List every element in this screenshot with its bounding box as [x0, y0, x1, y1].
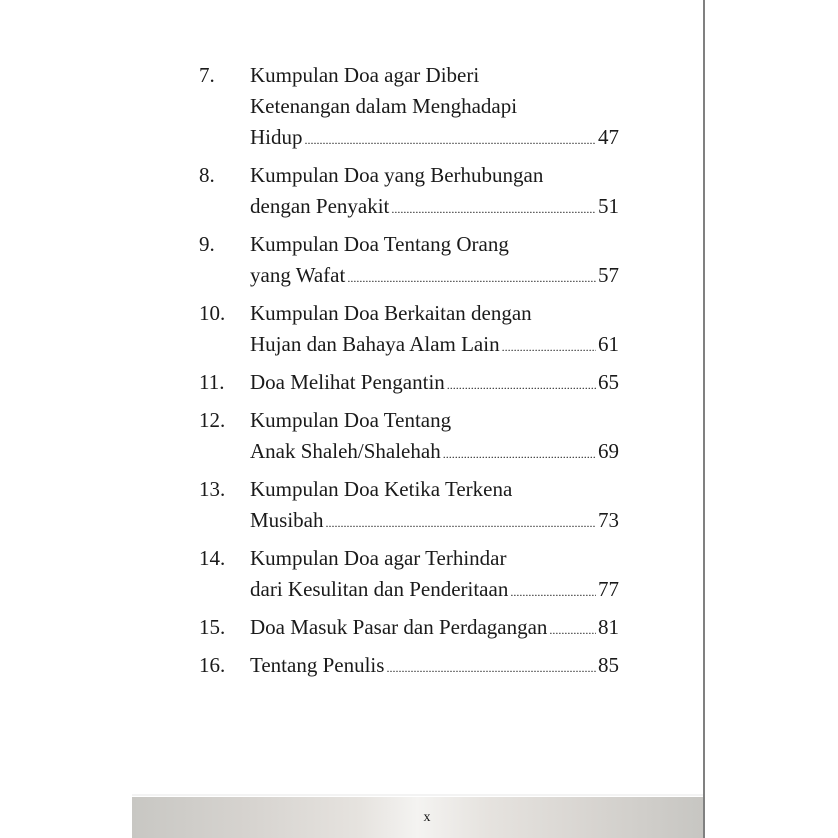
toc-entry[interactable]	[199, 367, 619, 398]
dot-leader	[347, 263, 596, 294]
toc-entry-title	[250, 298, 619, 360]
toc-entry-number: 11.	[199, 370, 225, 394]
toc-entry-title-line: Kumpulan Doa Ketika Terkena	[250, 477, 513, 501]
toc-entry-title-line: Kumpulan Doa Berkaitan dengan	[250, 301, 532, 325]
toc-entry-title	[250, 543, 619, 605]
toc-entry-page: 57	[598, 263, 619, 287]
toc-entry-title-line	[250, 367, 619, 398]
toc-entry-number: 13.	[199, 477, 226, 501]
dot-leader	[326, 508, 597, 539]
toc-entry-title	[250, 405, 619, 467]
toc-entry-page: 61	[598, 332, 619, 356]
toc-entry[interactable]	[199, 229, 619, 291]
toc-entry-title-text: Anak Shaleh/Shalehah	[250, 439, 441, 463]
toc-entry-title	[250, 612, 619, 643]
toc-entry-title-text: Hidup	[250, 125, 303, 149]
toc-entry[interactable]	[199, 405, 619, 467]
toc-entry[interactable]	[199, 298, 619, 360]
toc-entry-title	[250, 229, 619, 291]
page-number: x	[423, 810, 431, 825]
toc-entry-title-line	[250, 505, 619, 536]
toc-entry-title-text: dengan Penyakit	[250, 194, 390, 218]
toc-entry-page: 65	[598, 370, 619, 394]
toc-entry-page: 69	[598, 439, 619, 463]
footer-divider	[132, 794, 703, 796]
toc-entry-number: 15.	[199, 615, 226, 639]
dot-leader	[391, 194, 596, 225]
toc-entry[interactable]	[199, 60, 619, 153]
toc-entry-title-line: Kumpulan Doa yang Berhubungan	[250, 163, 544, 187]
toc-entry-title-line	[250, 329, 619, 360]
toc-entry-page: 73	[598, 508, 619, 532]
toc-entry-title-line	[250, 260, 619, 291]
toc-entry-title-line	[250, 612, 619, 643]
toc-entry-title	[250, 160, 619, 222]
dot-leader	[305, 125, 597, 156]
dot-leader	[549, 615, 596, 646]
dot-leader	[443, 439, 596, 470]
toc-entry[interactable]	[199, 474, 619, 536]
toc-entry-title-line: Kumpulan Doa agar Diberi	[250, 63, 480, 87]
page-edge-line	[703, 0, 705, 838]
toc-entry-title-line	[250, 650, 619, 681]
toc-entry-title	[250, 367, 619, 398]
toc-entry-number: 10.	[199, 301, 226, 325]
toc-entry-title-text: dari Kesulitan dan Penderitaan	[250, 577, 509, 601]
dot-leader	[510, 577, 596, 608]
toc-entry-page: 85	[598, 653, 619, 677]
toc-entry-number: 9.	[199, 232, 215, 256]
toc-entry-title-line: Kumpulan Doa Tentang Orang	[250, 232, 509, 256]
toc-entry-title-text: Tentang Penulis	[250, 653, 385, 677]
toc-entry-title-text: Doa Melihat Pengantin	[250, 370, 445, 394]
toc-entry-title-line	[250, 436, 619, 467]
toc-entry-page: 51	[598, 194, 619, 218]
toc-entry-number: 7.	[199, 63, 215, 87]
toc-entry-title-line: Kumpulan Doa agar Terhindar	[250, 546, 507, 570]
table-of-contents	[199, 60, 619, 688]
toc-entry-title-text: Doa Masuk Pasar dan Perdagangan	[250, 615, 548, 639]
toc-entry-number: 8.	[199, 163, 215, 187]
toc-entry-number: 14.	[199, 546, 226, 570]
toc-entry-number: 16.	[199, 653, 226, 677]
toc-entry-number: 12.	[199, 408, 226, 432]
toc-entry-title	[250, 60, 619, 153]
toc-entry-title-text: Hujan dan Bahaya Alam Lain	[250, 332, 500, 356]
toc-entry-title-text: Musibah	[250, 508, 324, 532]
dot-leader	[386, 653, 596, 684]
toc-entry[interactable]	[199, 543, 619, 605]
dot-leader	[447, 370, 596, 401]
dot-leader	[502, 332, 596, 363]
toc-entry-page: 47	[598, 125, 619, 149]
toc-entry-title-line	[250, 191, 619, 222]
toc-entry-title-line: Ketenangan dalam Menghadapi	[250, 94, 518, 118]
toc-entry-title-text: yang Wafat	[250, 263, 346, 287]
toc-entry[interactable]	[199, 650, 619, 681]
toc-entry-page: 77	[598, 577, 619, 601]
toc-entry-title	[250, 474, 619, 536]
toc-entry[interactable]	[199, 160, 619, 222]
toc-entry-title-line	[250, 122, 619, 153]
toc-entry-page: 81	[598, 615, 619, 639]
toc-entry-title-line: Kumpulan Doa Tentang	[250, 408, 452, 432]
toc-entry-title	[250, 650, 619, 681]
toc-entry-title-line	[250, 574, 619, 605]
toc-entry[interactable]	[199, 612, 619, 643]
